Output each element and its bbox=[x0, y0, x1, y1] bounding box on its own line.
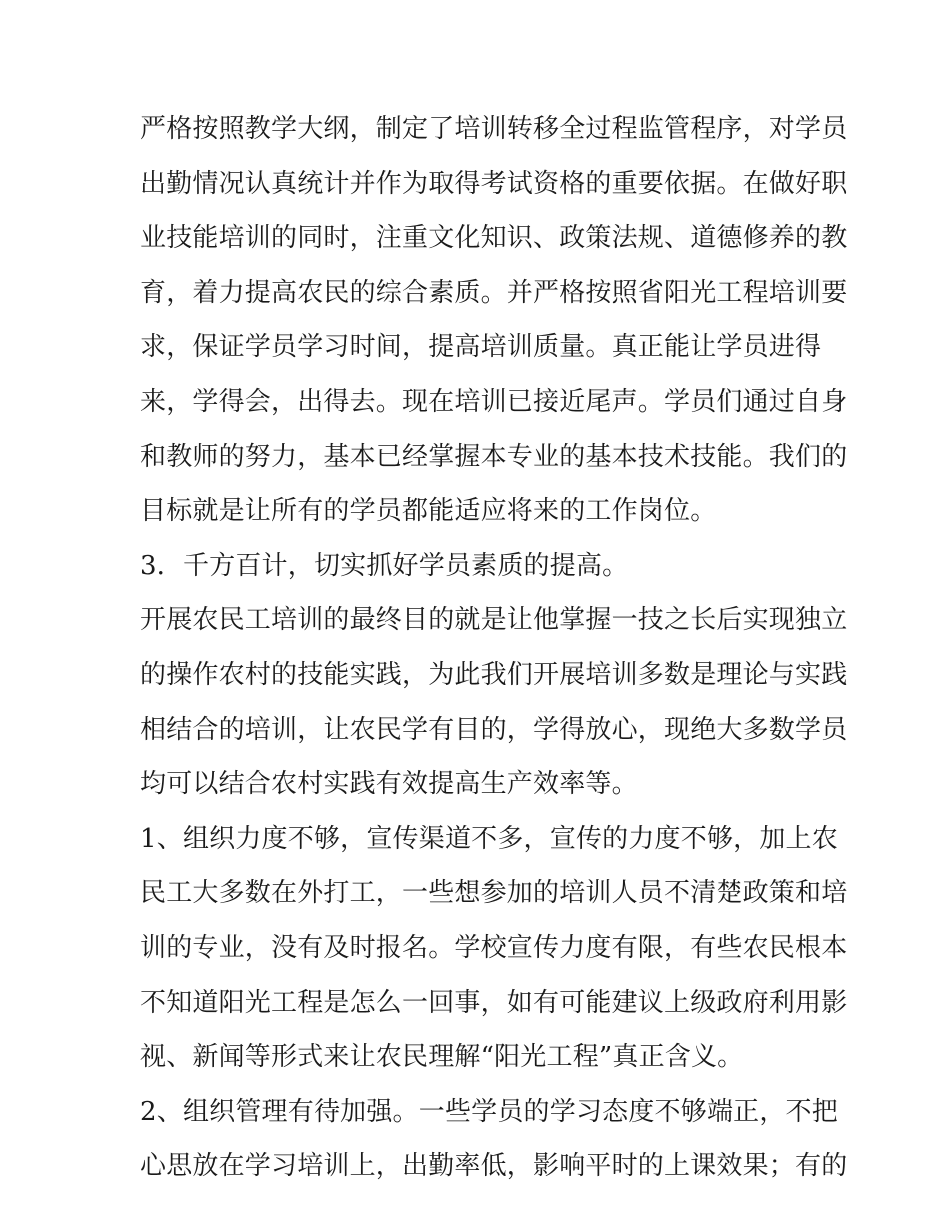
text-line: 出勤情况认真统计并作为取得考试资格的重要依据。在做好职 bbox=[140, 168, 848, 199]
text-line: 开展农民工培训的最终目的就是让他掌握一技之长后实现独立 bbox=[140, 605, 848, 636]
text-line: 目标就是让所有的学员都能适应将来的工作岗位。 bbox=[140, 496, 717, 527]
text-line: 和教师的努力，基本已经掌握本专业的基本技术技能。我们的 bbox=[140, 441, 848, 472]
text-line: 育，着力提高农民的综合素质。并严格按照省阳光工程培训要 bbox=[140, 277, 848, 308]
text-line: 均可以结合农村实践有效提高生产效率等。 bbox=[140, 769, 638, 800]
text-line: 不知道阳光工程是怎么一回事，如有可能建议上级政府利用影 bbox=[140, 987, 848, 1018]
section-heading: 3．千方百计，切实抓好学员素质的提高。 bbox=[140, 550, 629, 581]
body-text bbox=[140, 102, 848, 1194]
text-line: 训的专业，没有及时报名。学校宣传力度有限，有些农民根本 bbox=[140, 932, 848, 963]
text-line: 业技能培训的同时，注重文化知识、政策法规、道德修养的教 bbox=[140, 223, 848, 254]
list-item-2: 2、组织管理有待加强。一些学员的学习态度不够端正，不把 bbox=[140, 1096, 838, 1127]
text-line: 来，学得会，出得去。现在培训已接近尾声。学员们通过自身 bbox=[140, 386, 848, 417]
text-line: 求，保证学员学习时间，提高培训质量。真正能让学员进得 bbox=[140, 332, 822, 363]
text-line: 严格按照教学大纲，制定了培训转移全过程监管程序，对学员 bbox=[140, 114, 848, 144]
text-line: 民工大多数在外打工，一些想参加的培训人员不清楚政策和培 bbox=[140, 878, 848, 909]
text-line: 的操作农村的技能实践，为此我们开展培训多数是理论与实践 bbox=[140, 659, 848, 690]
text-line: 相结合的培训，让农民学有目的，学得放心，现绝大多数学员 bbox=[140, 714, 848, 745]
list-item-1: 1、组织力度不够，宣传渠道不多，宣传的力度不够，加上农 bbox=[140, 823, 838, 854]
text-line: 心思放在学习培训上，出勤率低，影响平时的上课效果；有的 bbox=[140, 1151, 848, 1182]
text-line: 视、新闻等形式来让农民理解“阳光工程”真正含义。 bbox=[140, 1042, 744, 1073]
